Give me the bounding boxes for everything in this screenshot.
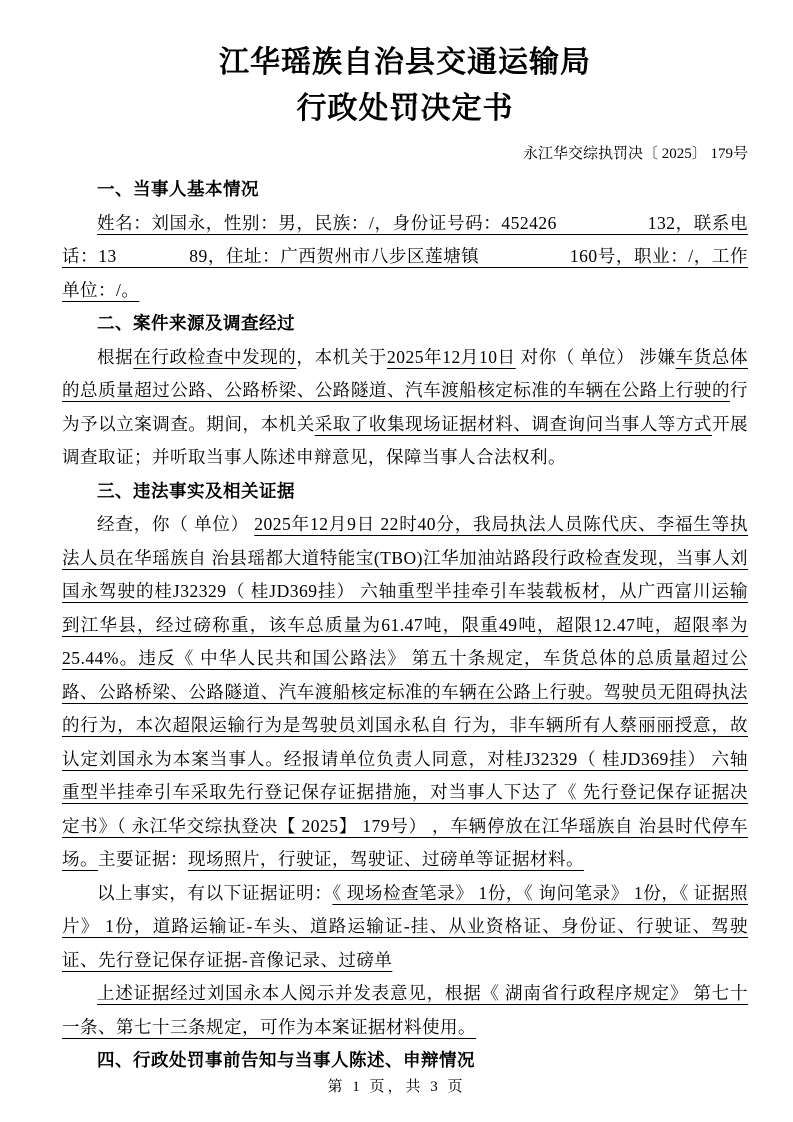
underlined-text: 2025年12月10日 [386, 346, 516, 367]
page-footer: 第 1 页，共 3 页 [327, 1079, 466, 1095]
document-body [62, 173, 748, 1078]
underlined-text: 姓名：刘国永，性别：男，民族：/，身份证号码：452426 132，联系电话：13 89，住址：广西贺州市八步区莲塘镇 160号，职业：/，工作单位：/。 [62, 212, 748, 300]
text-segment: 根据 [97, 346, 134, 367]
paragraph [62, 877, 748, 978]
underlined-text: 现场照片，行驶证，驾驶证、过磅单等证据材料。 [188, 849, 584, 869]
text-segment: 对你（ 单位） 涉嫌 [515, 346, 676, 367]
text-segment: 经查，你（ 单位） [97, 514, 255, 534]
paragraph [62, 341, 748, 475]
paragraph [62, 508, 748, 877]
document-title-line1: 江华瑶族自治县交通运输局 [219, 46, 591, 79]
section-heading: 二、案件来源及调查经过 [97, 313, 295, 333]
text-segment: 主要证据： [98, 849, 188, 869]
paragraph [62, 977, 748, 1044]
underlined-text: 上述证据经过刘国永本人阅示并发表意见，根据《 湖南省行政程序规定》 第七十一条、第七十三条规定，可作为本案证据材料使用。 [62, 983, 748, 1037]
underlined-text: 在行政检查中发现的 [133, 346, 297, 367]
section-heading: 三、违法事实及相关证据 [97, 480, 295, 501]
text-segment: 以上事实，有以下证据证明： [97, 882, 333, 903]
document-number: 永江华交综执罚决〔 2025〕 179号 [522, 146, 748, 162]
document-title-line2: 行政处罚决定书 [296, 92, 514, 125]
text-segment: 行为予以立案调查。期间，本机关 [62, 380, 748, 434]
section-heading: 四、行政处罚事前告知与当事人陈述、申辩情况 [97, 1050, 475, 1070]
underlined-text: 采取了收集现场证据材料、调查询问当事人等方式 [314, 413, 712, 434]
paragraph [62, 207, 748, 308]
underlined-text: 《 现场检查笔录》 1份，《 询问笔录》 1份，《 证据照片》 1份，道路运输证-车头、道路运输证-挂、从业资格证、身份证、行驶证、驾驶证、先行登记保存证据-音像记录、过磅单 [62, 882, 749, 970]
section-heading: 一、当事人基本情况 [97, 179, 259, 199]
text-segment: 开展调查取证；并听取当事人陈述申辩意见，保障当事人合法权利。 [62, 413, 749, 467]
text-segment: ，本机关于 [296, 346, 387, 367]
underlined-text: 2025年12月9日 22时40分，我局执法人员陈代庆、李福生等执法人员在华瑶族自 治县瑶都大道特能宝(TBO)江华加油站路段行政检查发现，当事人刘国永驾驶的桂J32329（ 桂JD369挂） 六轴重型半挂牵引车装载板材，从广西富川运输到江华县，经过磅称重，该车总质量为61.47吨，限重49吨，超限12.47吨，超限率为25.44%。违反《 中华人民共和国公路法》 第五十条规定，车货总体的总质量超过公路、公路桥梁、公路隧道、汽车渡船核定标准的车辆在公路上行驶。驾驶员无阻碍执法的行为，本次超限运输行为是驾驶员刘国永私自 行为，非车辆所有人蔡丽丽授意，故认定刘国永为本案当事人。经报请单位负责人同意，对桂J32329（ 桂JD369挂） 六轴重型半挂牵引车采取先行登记保存证据措施，对当事人下达了《 先行登记保存证据决定书》（ 永江华交综执登决【 2025】 179号） ，车辆停放在江华瑶族自 治县时代停车场。 [62, 514, 749, 869]
underlined-text: 车货总体的总质量超过公路、公路桥梁、公路隧道、汽车渡船核定标准的车辆在公路上行驶的 [62, 346, 749, 400]
